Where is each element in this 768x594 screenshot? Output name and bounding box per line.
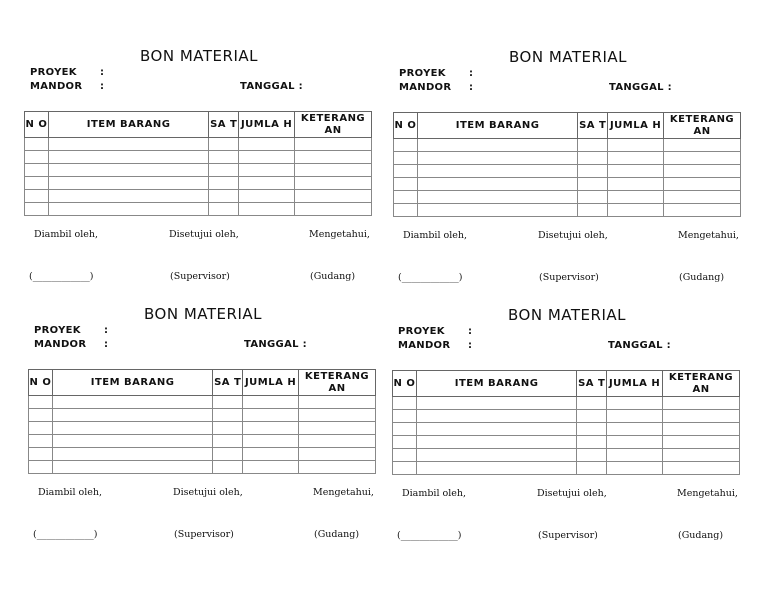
table-cell[interactable]: [239, 190, 295, 203]
table-cell[interactable]: [417, 178, 577, 191]
table-cell[interactable]: [393, 423, 417, 436]
proyek-field: [30, 67, 104, 78]
col-no: N O: [25, 112, 49, 138]
colon: :: [469, 82, 474, 93]
table-row: [25, 138, 372, 151]
table-cell[interactable]: [663, 410, 740, 423]
table-cell[interactable]: [578, 139, 608, 152]
table-cell[interactable]: [577, 410, 607, 423]
form-title: BON MATERIAL: [509, 48, 627, 66]
form-title: BON MATERIAL: [144, 305, 262, 323]
col-jumlah: JUMLA H: [239, 112, 295, 138]
gudang-label: (Gudang): [678, 530, 724, 541]
table-cell[interactable]: [29, 448, 53, 461]
table-cell[interactable]: [48, 190, 208, 203]
table-cell[interactable]: [29, 409, 53, 422]
table-cell[interactable]: [52, 448, 212, 461]
col-no: N O: [393, 371, 417, 397]
col-jumlah: JUMLA H: [607, 371, 663, 397]
table-cell[interactable]: [299, 448, 376, 461]
table-row: [25, 190, 372, 203]
table-cell[interactable]: [48, 151, 208, 164]
table-cell[interactable]: [394, 139, 418, 152]
table-cell[interactable]: [299, 409, 376, 422]
table-cell[interactable]: [663, 423, 740, 436]
table-cell[interactable]: [209, 203, 239, 216]
bon-material-form: [28, 305, 378, 545]
col-keterangan: KETERANG AN: [295, 112, 372, 138]
table-cell[interactable]: [608, 152, 664, 165]
mandor-label: MANDOR: [30, 81, 83, 92]
proyek-field: [399, 68, 473, 79]
table-row: [393, 423, 740, 436]
table-cell[interactable]: [664, 139, 741, 152]
table-cell[interactable]: [417, 152, 577, 165]
table-cell[interactable]: [393, 462, 417, 475]
table-cell[interactable]: [416, 410, 576, 423]
table-row: [394, 165, 741, 178]
table-cell[interactable]: [243, 448, 299, 461]
table-row: [394, 178, 741, 191]
table-cell[interactable]: [239, 151, 295, 164]
table-row: [29, 422, 376, 435]
table-cell[interactable]: [394, 204, 418, 217]
table-cell[interactable]: [52, 422, 212, 435]
mandor-field: [399, 82, 473, 93]
table-cell[interactable]: [417, 204, 577, 217]
table-cell[interactable]: [299, 435, 376, 448]
table-row: [393, 410, 740, 423]
table-cell[interactable]: [209, 177, 239, 190]
table-cell[interactable]: [578, 191, 608, 204]
table-cell[interactable]: [52, 435, 212, 448]
table-cell[interactable]: [299, 422, 376, 435]
tanggal-field: [609, 82, 672, 93]
table-cell[interactable]: [299, 461, 376, 474]
table-cell[interactable]: [607, 410, 663, 423]
table-cell[interactable]: [213, 448, 243, 461]
table-cell[interactable]: [29, 396, 53, 409]
table-cell[interactable]: [243, 409, 299, 422]
table-cell[interactable]: [663, 449, 740, 462]
table-cell[interactable]: [25, 151, 49, 164]
table-header-row: [29, 370, 376, 396]
items-table: [392, 370, 740, 475]
table-cell[interactable]: [25, 138, 49, 151]
table-cell[interactable]: [213, 461, 243, 474]
table-row: [29, 448, 376, 461]
table-cell[interactable]: [209, 190, 239, 203]
mandor-label: MANDOR: [34, 339, 87, 350]
mandor-field: [34, 339, 108, 350]
table-cell[interactable]: [243, 435, 299, 448]
table-cell[interactable]: [664, 152, 741, 165]
table-cell[interactable]: [25, 203, 49, 216]
table-cell[interactable]: [416, 397, 576, 410]
table-cell[interactable]: [25, 190, 49, 203]
table-cell[interactable]: [295, 190, 372, 203]
form-title: BON MATERIAL: [140, 47, 258, 65]
table-cell[interactable]: [209, 151, 239, 164]
table-cell[interactable]: [209, 138, 239, 151]
table-header-row: [394, 113, 741, 139]
table-cell[interactable]: [578, 152, 608, 165]
table-cell[interactable]: [213, 409, 243, 422]
table-row: [394, 139, 741, 152]
disetujui-oleh-label: Disetujui oleh,: [537, 488, 607, 499]
col-item-barang: ITEM BARANG: [52, 370, 212, 396]
table-cell[interactable]: [577, 436, 607, 449]
table-cell[interactable]: [394, 152, 418, 165]
table-row: [393, 462, 740, 475]
table-cell[interactable]: [416, 423, 576, 436]
colon: :: [302, 339, 307, 350]
table-cell[interactable]: [664, 165, 741, 178]
table-cell[interactable]: [394, 191, 418, 204]
table-cell[interactable]: [29, 422, 53, 435]
colon: :: [104, 325, 109, 336]
colon: :: [298, 81, 303, 92]
mengetahui-label: Mengetahui,: [678, 230, 739, 241]
disetujui-oleh-label: Disetujui oleh,: [538, 230, 608, 241]
table-cell[interactable]: [25, 164, 49, 177]
table-cell[interactable]: [394, 178, 418, 191]
table-cell[interactable]: [25, 177, 49, 190]
table-cell[interactable]: [607, 436, 663, 449]
colon: :: [667, 82, 672, 93]
table-row: [29, 461, 376, 474]
supervisor-label: (Supervisor): [174, 529, 234, 540]
col-jumlah: JUMLA H: [243, 370, 299, 396]
proyek-label: PROYEK: [34, 325, 81, 336]
col-no: N O: [394, 113, 418, 139]
col-keterangan: KETERANG AN: [663, 371, 740, 397]
col-item-barang: ITEM BARANG: [417, 113, 577, 139]
table-cell[interactable]: [243, 461, 299, 474]
mengetahui-label: Mengetahui,: [309, 229, 370, 240]
bon-material-form: [24, 47, 374, 287]
col-sat: SA T: [209, 112, 239, 138]
table-row: [25, 164, 372, 177]
table-cell[interactable]: [577, 462, 607, 475]
table-cell[interactable]: [607, 397, 663, 410]
table-cell[interactable]: [663, 397, 740, 410]
signature-blank: (____________): [398, 272, 463, 283]
disetujui-oleh-label: Disetujui oleh,: [173, 487, 243, 498]
supervisor-label: (Supervisor): [170, 271, 230, 282]
items-table: [24, 111, 372, 216]
tanggal-field: [240, 81, 303, 92]
table-cell[interactable]: [239, 203, 295, 216]
table-row: [394, 191, 741, 204]
table-cell[interactable]: [393, 397, 417, 410]
table-row: [25, 177, 372, 190]
table-cell[interactable]: [394, 165, 418, 178]
tanggal-field: [244, 339, 307, 350]
disetujui-oleh-label: Disetujui oleh,: [169, 229, 239, 240]
col-keterangan: KETERANG AN: [299, 370, 376, 396]
table-cell[interactable]: [608, 178, 664, 191]
table-cell[interactable]: [608, 165, 664, 178]
items-table: [393, 112, 741, 217]
colon: :: [468, 340, 473, 351]
supervisor-label: (Supervisor): [539, 272, 599, 283]
table-row: [394, 204, 741, 217]
colon: :: [666, 340, 671, 351]
diambil-oleh-label: Diambil oleh,: [38, 487, 103, 498]
bon-material-form: [392, 306, 742, 546]
table-cell[interactable]: [52, 461, 212, 474]
tanggal-label: TANGGAL: [244, 339, 299, 350]
table-cell[interactable]: [664, 178, 741, 191]
supervisor-label: (Supervisor): [538, 530, 598, 541]
table-cell[interactable]: [578, 165, 608, 178]
table-cell[interactable]: [29, 461, 53, 474]
signature-blank: (____________): [397, 530, 462, 541]
table-row: [29, 396, 376, 409]
table-cell[interactable]: [295, 164, 372, 177]
tanggal-label: TANGGAL: [609, 82, 664, 93]
diambil-oleh-label: Diambil oleh,: [403, 230, 468, 241]
table-cell[interactable]: [213, 422, 243, 435]
table-cell[interactable]: [577, 449, 607, 462]
table-cell[interactable]: [417, 165, 577, 178]
mengetahui-label: Mengetahui,: [677, 488, 738, 499]
mandor-label: MANDOR: [398, 340, 451, 351]
table-cell[interactable]: [52, 409, 212, 422]
table-cell[interactable]: [295, 151, 372, 164]
table-row: [394, 152, 741, 165]
table-cell[interactable]: [607, 449, 663, 462]
mandor-field: [30, 81, 104, 92]
table-cell[interactable]: [48, 164, 208, 177]
table-cell[interactable]: [578, 204, 608, 217]
gudang-label: (Gudang): [314, 529, 360, 540]
col-no: N O: [29, 370, 53, 396]
table-cell[interactable]: [664, 191, 741, 204]
mandor-field: [398, 340, 472, 351]
table-cell[interactable]: [578, 178, 608, 191]
table-cell[interactable]: [663, 436, 740, 449]
bon-material-form: [393, 48, 743, 288]
tanggal-field: [608, 340, 671, 351]
table-cell[interactable]: [295, 138, 372, 151]
table-row: [25, 203, 372, 216]
colon: :: [468, 326, 473, 337]
table-cell[interactable]: [48, 203, 208, 216]
table-cell[interactable]: [295, 203, 372, 216]
proyek-label: PROYEK: [30, 67, 77, 78]
table-cell[interactable]: [48, 177, 208, 190]
colon: :: [100, 67, 105, 78]
colon: :: [100, 81, 105, 92]
col-keterangan: KETERANG AN: [664, 113, 741, 139]
col-sat: SA T: [577, 371, 607, 397]
diambil-oleh-label: Diambil oleh,: [34, 229, 99, 240]
table-cell[interactable]: [393, 410, 417, 423]
gudang-label: (Gudang): [679, 272, 725, 283]
table-header-row: [393, 371, 740, 397]
table-header-row: [25, 112, 372, 138]
table-cell[interactable]: [607, 462, 663, 475]
table-cell[interactable]: [416, 436, 576, 449]
table-cell[interactable]: [416, 462, 576, 475]
table-cell[interactable]: [48, 138, 208, 151]
table-cell[interactable]: [52, 396, 212, 409]
col-item-barang: ITEM BARANG: [48, 112, 208, 138]
table-cell[interactable]: [577, 397, 607, 410]
table-row: [29, 409, 376, 422]
table-row: [29, 435, 376, 448]
table-cell[interactable]: [417, 139, 577, 152]
table-cell[interactable]: [209, 164, 239, 177]
table-cell[interactable]: [608, 139, 664, 152]
signature-blank: (____________): [33, 529, 98, 540]
table-cell[interactable]: [417, 191, 577, 204]
colon: :: [469, 68, 474, 79]
table-cell[interactable]: [577, 423, 607, 436]
table-cell[interactable]: [299, 396, 376, 409]
table-cell[interactable]: [295, 177, 372, 190]
table-cell[interactable]: [239, 177, 295, 190]
table-row: [393, 436, 740, 449]
table-cell[interactable]: [663, 462, 740, 475]
table-cell[interactable]: [608, 204, 664, 217]
table-cell[interactable]: [213, 396, 243, 409]
table-cell[interactable]: [243, 422, 299, 435]
table-cell[interactable]: [416, 449, 576, 462]
form-title: BON MATERIAL: [508, 306, 626, 324]
proyek-label: PROYEK: [399, 68, 446, 79]
col-sat: SA T: [213, 370, 243, 396]
table-cell[interactable]: [239, 138, 295, 151]
table-cell[interactable]: [239, 164, 295, 177]
table-cell[interactable]: [213, 435, 243, 448]
proyek-label: PROYEK: [398, 326, 445, 337]
table-cell[interactable]: [608, 191, 664, 204]
mandor-label: MANDOR: [399, 82, 452, 93]
table-cell[interactable]: [393, 449, 417, 462]
tanggal-label: TANGGAL: [608, 340, 663, 351]
gudang-label: (Gudang): [310, 271, 356, 282]
table-cell[interactable]: [393, 436, 417, 449]
table-cell[interactable]: [243, 396, 299, 409]
table-row: [25, 151, 372, 164]
proyek-field: [34, 325, 108, 336]
col-jumlah: JUMLA H: [608, 113, 664, 139]
table-cell[interactable]: [607, 423, 663, 436]
table-cell[interactable]: [664, 204, 741, 217]
items-table: [28, 369, 376, 474]
table-row: [393, 449, 740, 462]
col-item-barang: ITEM BARANG: [416, 371, 576, 397]
mengetahui-label: Mengetahui,: [313, 487, 374, 498]
signature-blank: (____________): [29, 271, 94, 282]
table-cell[interactable]: [29, 435, 53, 448]
proyek-field: [398, 326, 472, 337]
tanggal-label: TANGGAL: [240, 81, 295, 92]
diambil-oleh-label: Diambil oleh,: [402, 488, 467, 499]
col-sat: SA T: [578, 113, 608, 139]
table-row: [393, 397, 740, 410]
colon: :: [104, 339, 109, 350]
